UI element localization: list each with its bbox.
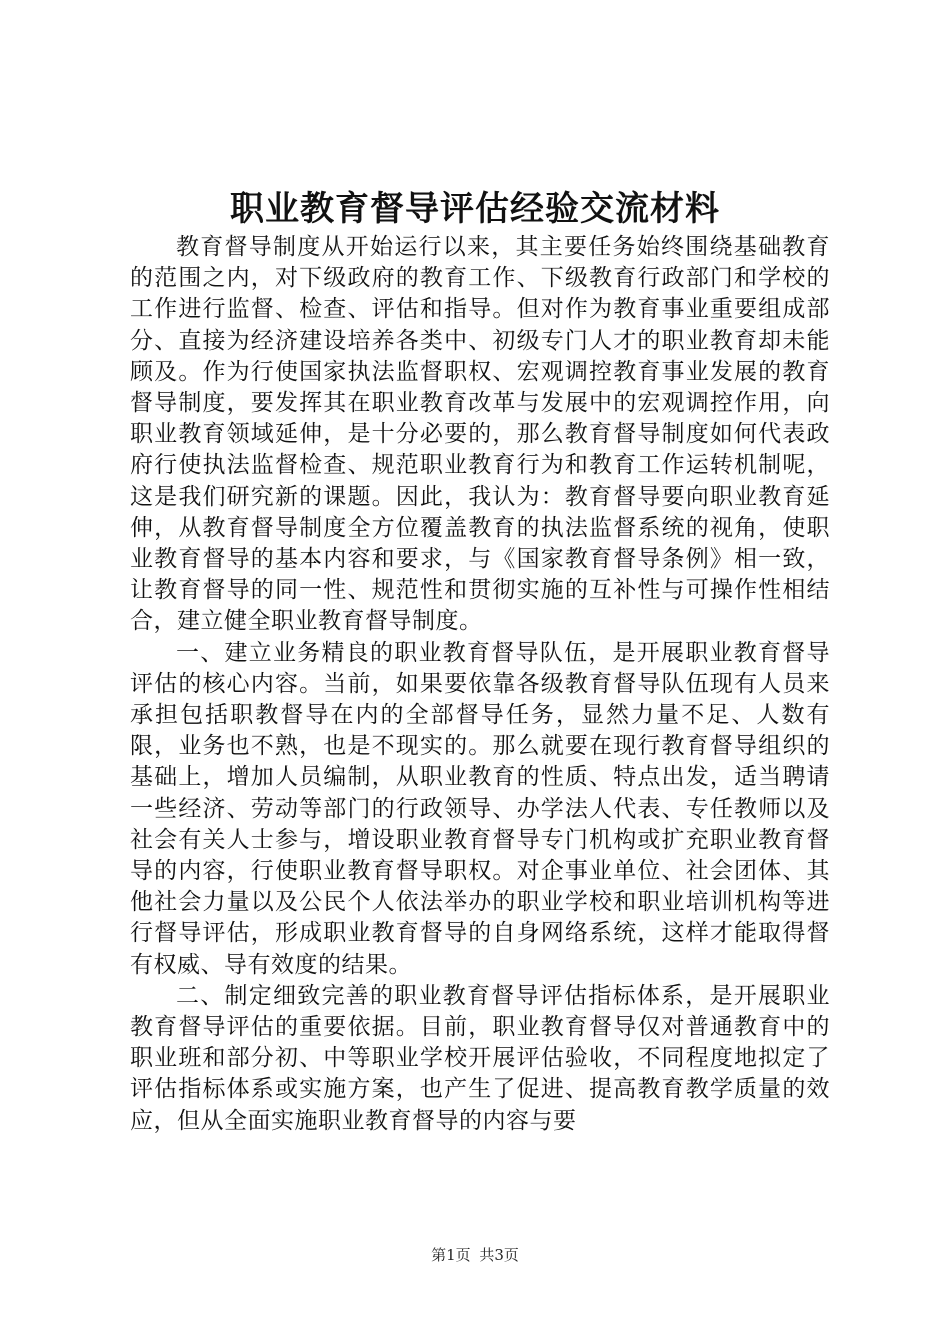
page-footer <box>0 1245 950 1265</box>
page-number: 第1页 <box>431 1246 471 1264</box>
paragraph-intro: 教育督导制度从开始运行以来，其主要任务始终围绕基础教育的范围之内，对下级政府的教育工作、下级教育行政部门和学校的工作进行监督、检查、评估和指导。但对作为教育事业重要组成部分、直接为经济建设培养各类中、初级专门人才的职业教育却未能顾及。作为行使国家执法监督职权、宏观调控教育事业发展的教育督导制度，要发挥其在职业教育改革与发展中的宏观调控作用，向职业教育领域延伸，是十分必要的，那么教育督导制度如何代表政府行使执法监督检查、规范职业教育行为和教育工作运转机制呢，这是我们研究新的课题。因此，我认为：教育督导要向职业教育延伸，从教育督导制度全方位覆盖教育的执法监督系统的视角，使职业教育督导的基本内容和要求，与《国家教育督导条例》相一致，让教育督导的同一性、规范性和贯彻实施的互补性与可操作性相结合，建立健全职业教育督导制度。 <box>130 234 830 635</box>
document-title: 职业教育督导评估经验交流材料 <box>230 189 720 229</box>
page-total: 共3页 <box>479 1246 519 1264</box>
paragraph-section-1: 一、建立业务精良的职业教育督导队伍，是开展职业教育督导评估的核心内容。当前，如果要依靠各级教育督导队伍现有人员来承担包括职教督导在内的全部督导任务，显然力量不足、人数有限，业务也不熟，也是不现实的。那么就要在现行教育督导组织的基础上，增加人员编制，从职业教育的性质、特点出发，适当聘请一些经济、劳动等部门的行政领导、办学法人代表、专任教师以及社会有关人士参与，增设职业教育督导专门机构或扩充职业教育督导的内容，行使职业教育督导职权。对企事业单位、社会团体、其他社会力量以及公民个人依法举办的职业学校和职业培训机构等进行督导评估，形成职业教育督导的自身网络系统，这样才能取得督有权威、导有效度的结果。 <box>130 639 830 978</box>
document-body <box>130 232 830 1137</box>
paragraph-section-2: 二、制定细致完善的职业教育督导评估指标体系，是开展职业教育督导评估的重要依据。目前，职业教育督导仅对普通教育中的职业班和部分初、中等职业学校开展评估验收，不同程度地拟定了评估指标体系或实施方案，也产生了促进、提高教育教学质量的效应，但从全面实施职业教育督导的内容与要 <box>130 982 830 1134</box>
